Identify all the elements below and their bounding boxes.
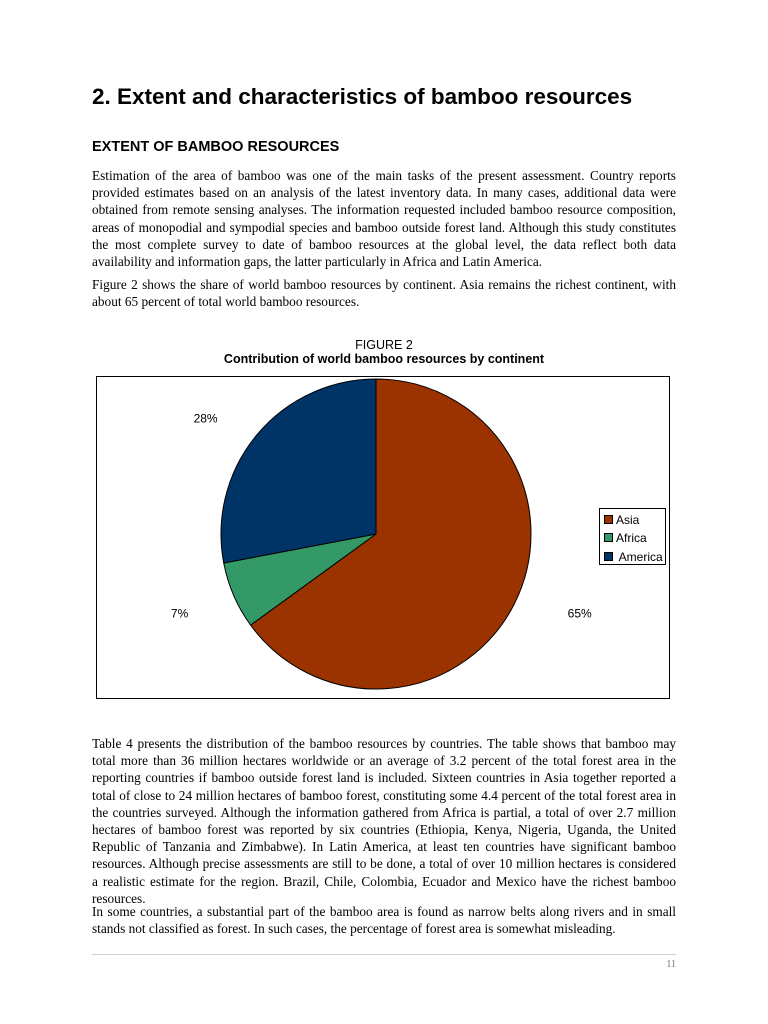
legend-label-asia: Asia — [616, 512, 640, 527]
pie-chart-frame — [96, 376, 670, 699]
legend-label-america: America — [616, 549, 663, 564]
legend-item-asia — [604, 512, 639, 527]
paragraph-figure-ref: Figure 2 shows the share of world bamboo resources by continent. Asia remains the richest continent, with about 65 percent of total world bamboo resources. — [92, 277, 676, 310]
paragraph-intro: Estimation of the area of bamboo was one of the main tasks of the present assessment. Country reports provided estimates based on an analysis of the latest inventory data. In many cases, additional data were obtained from remote sensing analyses. The information requested included bamboo resource composition, areas of monopodial and sympodial species and bamboo outside forest land. Although this study constitutes the most complete survey to date of bamboo resources at the global level, the data reflect both data availability and information gaps, the latter particularly in Africa and Latin America. — [92, 168, 676, 270]
legend-swatch-america — [604, 552, 613, 561]
paragraph-closing: In some countries, a substantial part of the bamboo area is found as narrow belts along rivers and in small stands not classified as forest. In such cases, the percentage of forest area is somewhat misleading. — [92, 904, 676, 937]
legend-swatch-africa — [604, 533, 613, 542]
figure-number: FIGURE 2 — [355, 338, 413, 352]
page-number: 11 — [666, 959, 676, 970]
footer-divider — [92, 954, 676, 955]
chart-legend — [599, 508, 666, 565]
pie-chart — [97, 377, 669, 698]
legend-label-africa: Africa — [616, 530, 647, 545]
paragraph-table-ref: Table 4 presents the distribution of the bamboo resources by countries. The table shows that bamboo may total more than 36 million hectares worldwide or an average of 3.2 percent of the total forest area in the reporting countries if bamboo outside forest land is included. Sixteen countries in Asia together reported a total of close to 24 million hectares of bamboo forest, constituting some 4.4 percent of the total forest area in the countries surveyed. Although the information gathered from Africa is partial, a total of over 2.7 million hectares of bamboo forest was reported by six countries (Ethiopia, Kenya, Nigeria, Uganda, the United Republic of Tanzania and Zimbabwe). In Latin America, at least ten countries have significant bamboo resources. Although precise assessments are still to be done, a total of over 10 million hectares is considered a realistic estimate for the region. Brazil, Chile, Colombia, Ecuador and Mexico have the richest bamboo resources. — [92, 736, 676, 906]
figure-title: Contribution of world bamboo resources by continent — [223, 352, 545, 366]
subsection-heading: EXTENT OF BAMBOO RESOURCES — [92, 139, 340, 155]
pie-label-africa: 7% — [170, 606, 189, 621]
pie-label-asia: 65% — [567, 606, 592, 621]
pie-label-america: 28% — [193, 411, 218, 426]
legend-item-africa — [604, 530, 647, 545]
section-heading: 2. Extent and characteristics of bamboo resources — [92, 84, 633, 109]
legend-swatch-asia — [604, 515, 613, 524]
legend-item-america — [604, 549, 663, 564]
pie-slice-america — [221, 379, 376, 563]
